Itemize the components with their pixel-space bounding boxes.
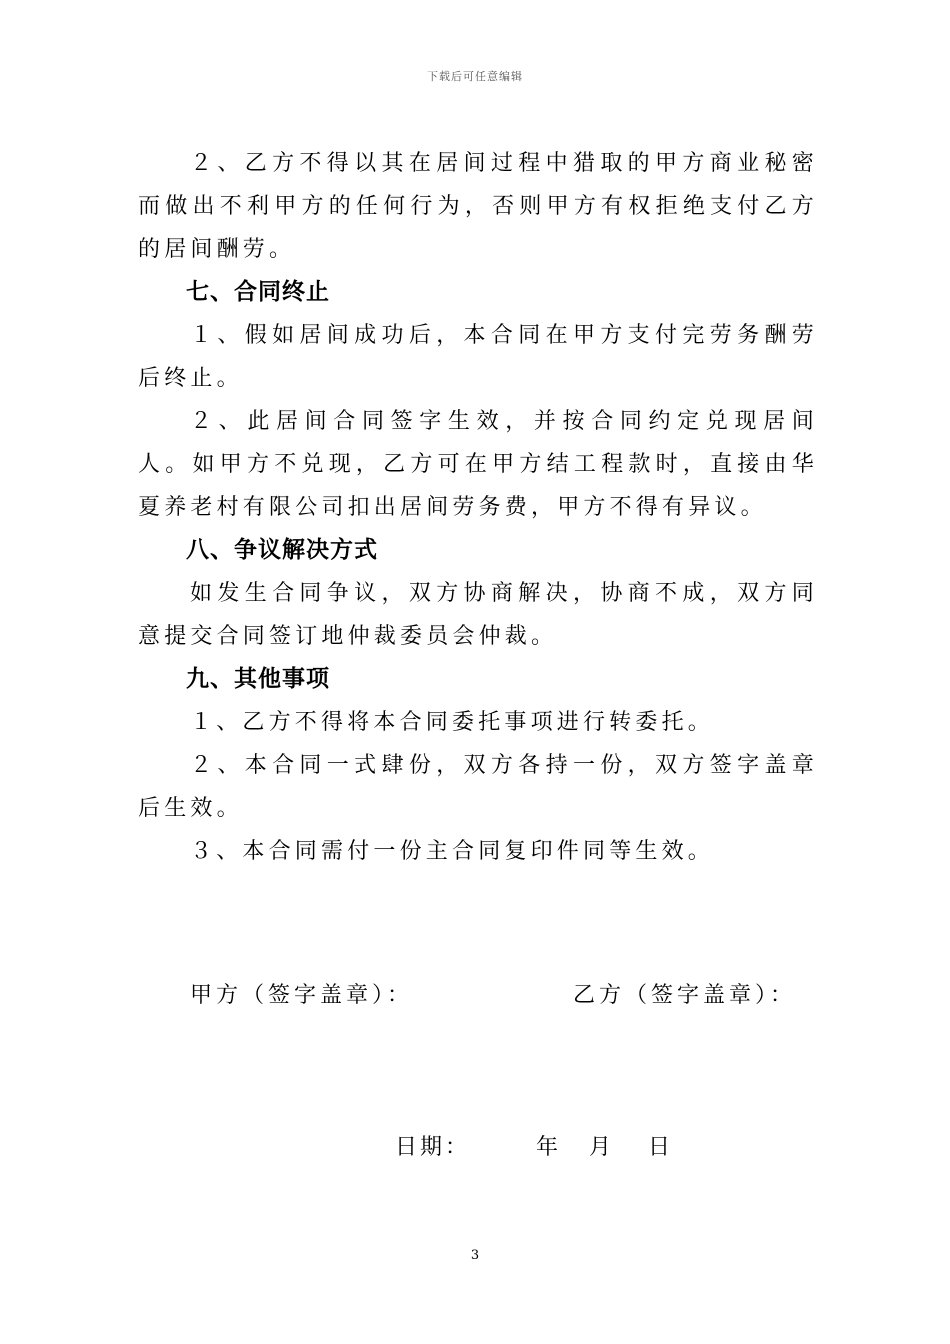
date-label: 日期： [395, 1135, 471, 1160]
page-header: 下载后可任意编辑 [427, 70, 523, 83]
clause-nine-1: １、乙方不得将本合同委托事项进行转委托。 [190, 710, 715, 735]
party-a-signature-label: 甲方（签字盖章）： [190, 983, 414, 1008]
clause-nine-2: ２、本合同一式肆份，双方各持一份，双方签字盖章后生效。 [138, 753, 818, 821]
date-line [395, 1130, 673, 1161]
clause-seven-2: ２、此居间合同签字生效，并按合同约定兑现居间人。如甲方不兑现，乙方可在甲方结工程款时，直接由华夏养老村有限公司扣出居间劳务费，甲方不得有异议。 [138, 409, 818, 520]
document-body [138, 142, 818, 873]
section-heading-termination: 七、合同终止 [186, 279, 330, 305]
clause-nine-3: ３、本合同需付一份主合同复印件同等生效。 [190, 839, 715, 864]
section-heading-dispute: 八、争议解决方式 [186, 537, 378, 563]
party-b-signature-label: 乙方（签字盖章）： [573, 983, 797, 1008]
page-number: 3 [470, 1248, 480, 1263]
clause-seven-1: １、假如居间成功后，本合同在甲方支付完劳务酬劳后终止。 [138, 323, 818, 391]
section-heading-other: 九、其他事项 [186, 666, 330, 692]
clause-eight: 如发生合同争议，双方协商解决，协商不成，双方同意提交合同签订地仲裁委员会仲裁。 [138, 581, 818, 649]
date-month: 月 [589, 1135, 615, 1160]
date-year: 年 [536, 1135, 562, 1160]
clause-six-2: ２、乙方不得以其在居间过程中猎取的甲方商业秘密而做出不利甲方的任何行为，否则甲方有权拒绝支付乙方的居间酬劳。 [138, 151, 818, 262]
date-day: 日 [648, 1135, 674, 1160]
signature-row [0, 978, 950, 1018]
